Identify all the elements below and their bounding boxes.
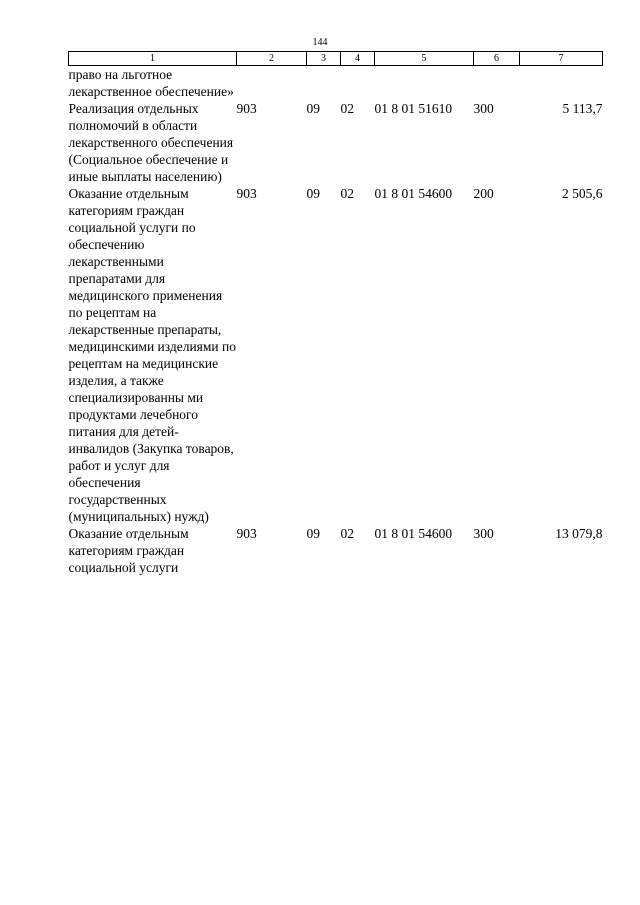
table-row: [69, 100, 603, 185]
col-header-5: 5: [375, 52, 474, 66]
row-name: Оказание отдельным категориям граждан социальной услуги по обеспечению лекарственными препаратами для медицинского применения по рецептам на лекарственные препараты, медицинскими изделиями по рецептам на медицинские изделия, а также специализированны ми продуктами лечебного питания для детей-инвалидов (Закупка товаров, работ и услуг для обеспечения государственных (муниципальных) нужд): [68, 186, 237, 524]
col-header-3: 3: [307, 52, 341, 66]
row-expense: [474, 66, 520, 101]
page-number: 144: [312, 37, 328, 48]
row-name: право на льготное лекарственное обеспечение»: [68, 67, 234, 99]
row-section: 09: [306, 526, 320, 541]
row-ministry: 903: [236, 186, 257, 201]
row-amount: [520, 66, 603, 101]
table-row: [69, 525, 603, 576]
row-subsection: 02: [340, 101, 354, 116]
row-section: 09: [306, 186, 320, 201]
row-expense: 300: [473, 101, 494, 116]
header-row: [69, 52, 603, 66]
row-target: 01 8 01 51610: [374, 101, 453, 116]
row-expense: 300: [473, 526, 494, 541]
row-ministry: [237, 66, 307, 101]
col-header-6: 6: [474, 52, 520, 66]
row-ministry: 903: [236, 526, 257, 541]
row-subsection: [341, 66, 375, 101]
row-amount: 13 079,8: [555, 526, 603, 541]
table-row: [69, 66, 603, 101]
budget-table: [68, 51, 603, 576]
row-subsection: 02: [340, 186, 354, 201]
col-header-2: 2: [237, 52, 307, 66]
row-target: 01 8 01 54600: [374, 526, 453, 541]
row-target: 01 8 01 54600: [374, 186, 453, 201]
row-target: [375, 66, 474, 101]
row-expense: 200: [473, 186, 494, 201]
row-amount: 2 505,6: [562, 186, 603, 201]
col-header-7: 7: [520, 52, 603, 66]
row-subsection: 02: [340, 526, 354, 541]
col-header-4: 4: [341, 52, 375, 66]
row-name: Оказание отдельным категориям граждан социальной услуги: [68, 526, 189, 575]
row-name: Реализация отдельных полномочий в области лекарственного обеспечения (Социальное обеспечение и иные выплаты населению): [68, 101, 234, 184]
row-amount: 5 113,7: [562, 101, 603, 116]
row-ministry: 903: [236, 101, 257, 116]
row-section: [307, 66, 341, 101]
table-row: [69, 185, 603, 525]
col-header-1: 1: [69, 52, 237, 66]
row-section: 09: [306, 101, 320, 116]
